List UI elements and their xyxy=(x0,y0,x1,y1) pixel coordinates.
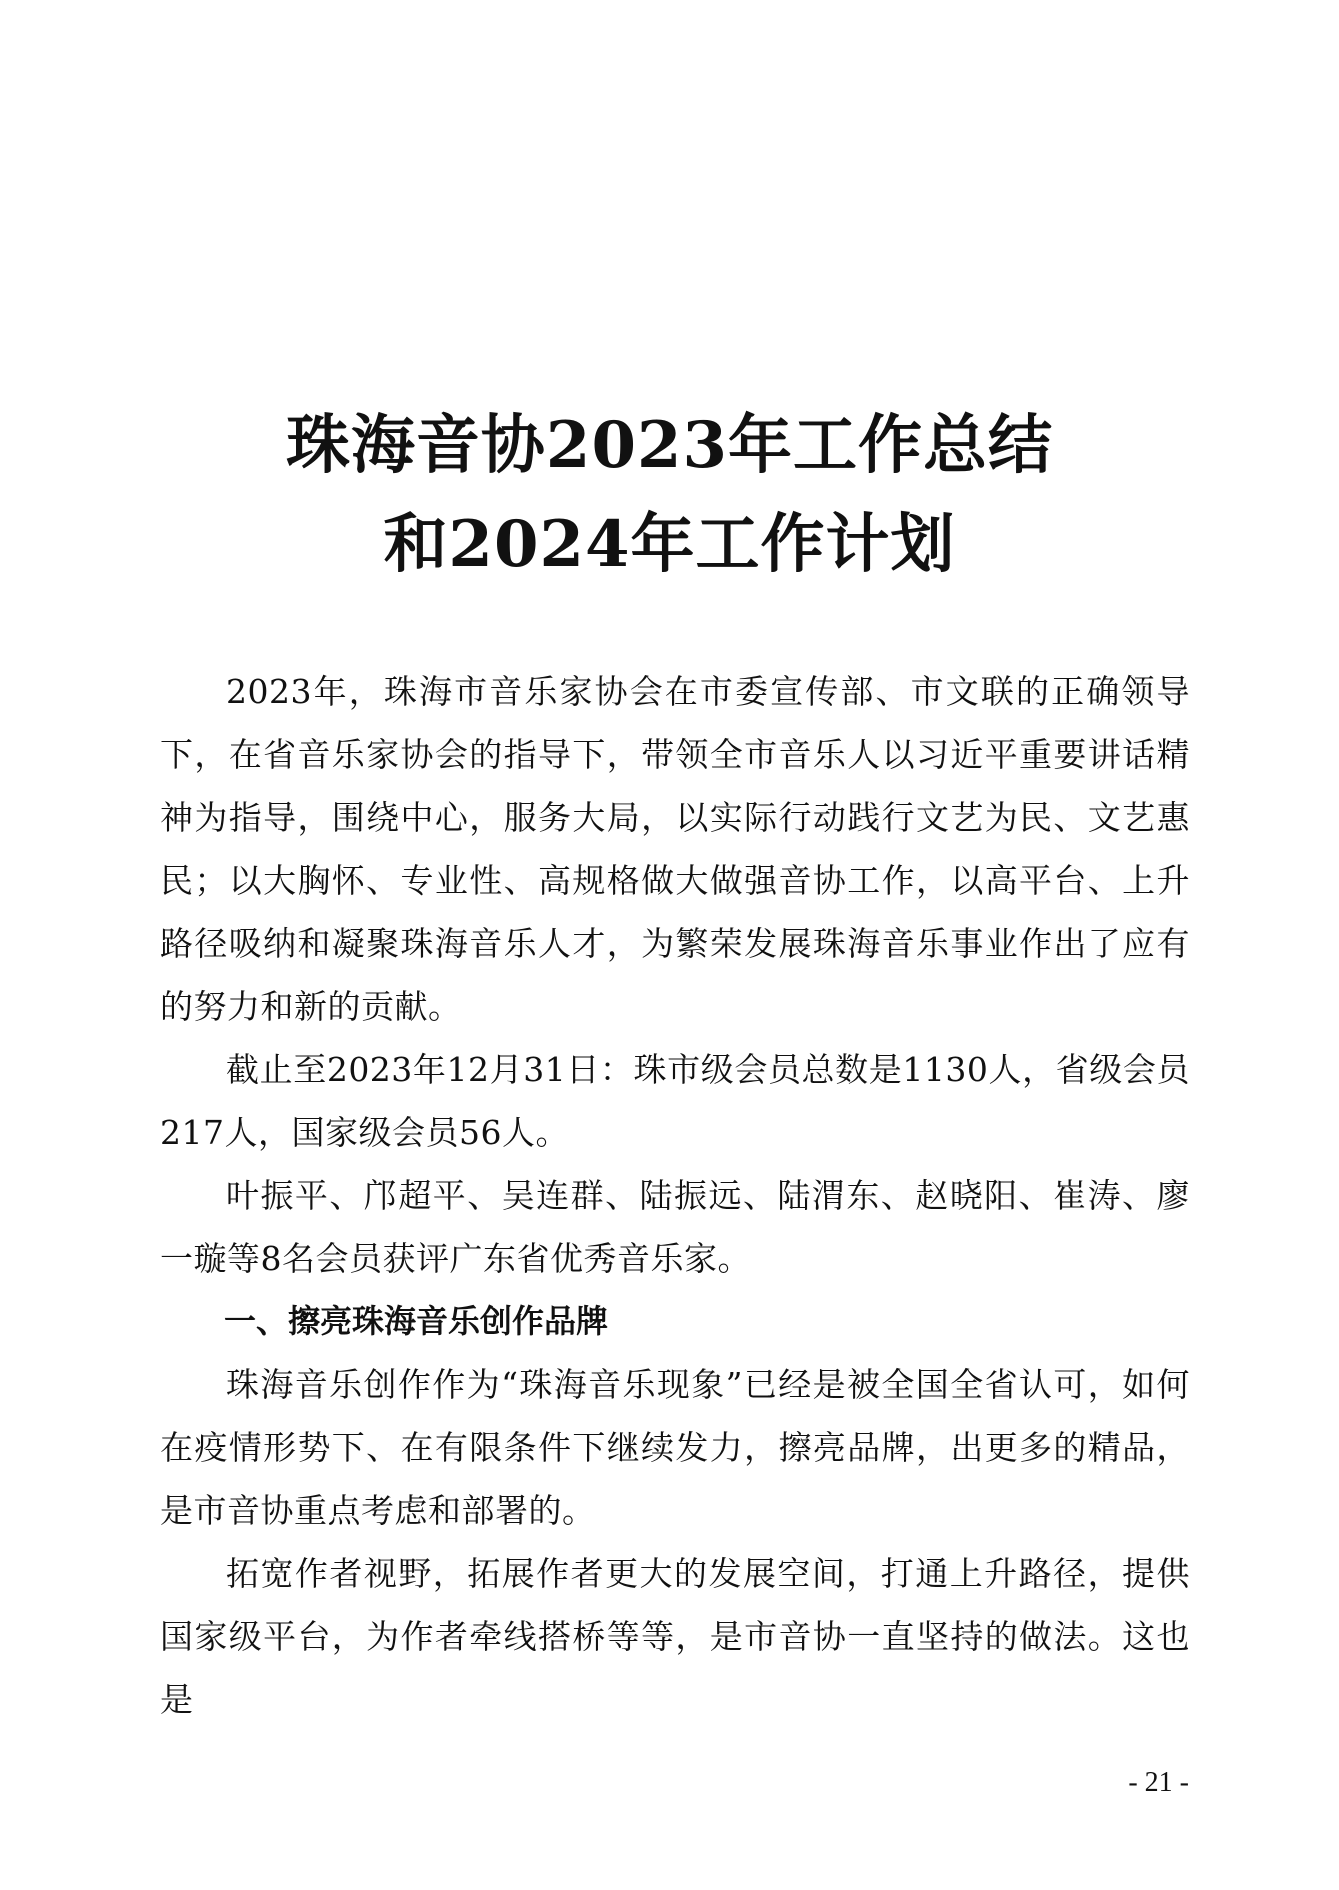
document-title-line-1: 珠海音协2023年工作总结 xyxy=(285,408,1054,483)
section-paragraph-1: 珠海音乐创作作为“珠海音乐现象”已经是被全国全省认可，如何在疫情形势下、在有限条件下继续发力，擦亮品牌，出更多的精品，是市音协重点考虑和部署的。 xyxy=(160,1365,1190,1530)
page-number: - 21 - xyxy=(1128,1767,1189,1798)
document-title-line-2: 和2024年工作计划 xyxy=(383,507,956,582)
membership-paragraph: 截止至2023年12月31日：珠市级会员总数是1130人，省级会员217人，国家级会员56人。 xyxy=(160,1050,1190,1152)
honors-paragraph: 叶振平、邝超平、吴连群、陆振远、陆渭东、赵晓阳、崔涛、廖一璇等8名会员获评广东省优秀音乐家。 xyxy=(160,1176,1190,1278)
intro-paragraph: 2023年，珠海市音乐家协会在市委宣传部、市文联的正确领导下，在省音乐家协会的指导下，带领全市音乐人以习近平重要讲话精神为指导，围绕中心，服务大局，以实际行动践行文艺为民、文艺惠民；以大胸怀、专业性、高规格做大做强音协工作，以高平台、上升路径吸纳和凝聚珠海音乐人才，为繁荣发展珠海音乐事业作出了应有的努力和新的贡献。 xyxy=(160,672,1190,1026)
section-heading: 一、擦亮珠海音乐创作品牌 xyxy=(224,1302,609,1340)
document-body xyxy=(160,660,1190,1731)
section-paragraph-2: 拓宽作者视野，拓展作者更大的发展空间，打通上升路径，提供国家级平台，为作者牵线搭桥等等，是市音协一直坚持的做法。这也是 xyxy=(160,1554,1190,1719)
